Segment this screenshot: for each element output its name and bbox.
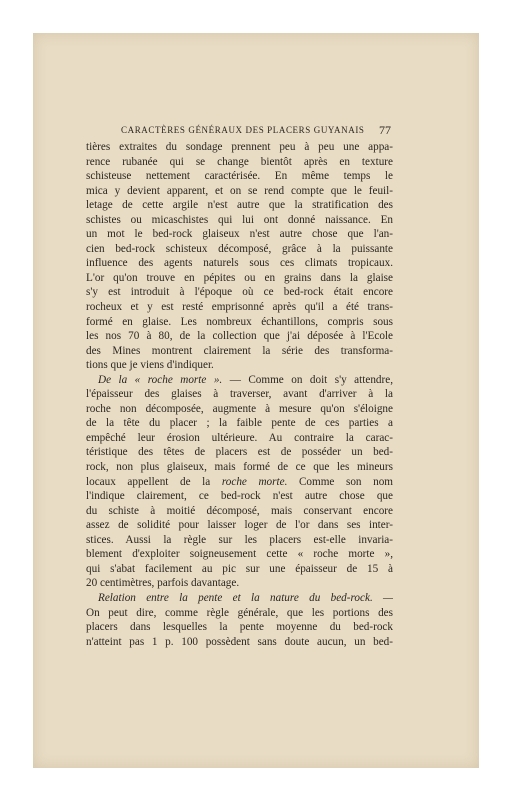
running-title: CARACTÈRES GÉNÉRAUX DES PLACERS GUYANAIS xyxy=(121,125,365,135)
text-line: du schiste à moitié décomposé, mais conservant encore xyxy=(86,504,393,517)
text-line: letage de cette argile n'est autre que la stratification des xyxy=(86,199,393,212)
text-line: rock, non plus glaiseux, mais formé de ce que les mineurs xyxy=(86,461,393,474)
text-line: qui s'abat facilement au pic sur une épaisseur de 15 à xyxy=(86,562,393,575)
text-line: l'indique clairement, ce bed-rock n'est autre chose que xyxy=(86,490,393,503)
section-heading-relation: Relation entre la pente et la nature du bed-rock. — xyxy=(98,591,393,604)
text-line: s'y est introduit à l'époque où ce bed-rock était encore xyxy=(86,286,393,299)
text-line: influence des agents naturels sous ces climats tropicaux. xyxy=(86,257,393,270)
text-line: tières extraites du sondage prennent peu à peu une appa- xyxy=(86,141,393,153)
text-line: tions que je viens d'indiquer. xyxy=(86,359,214,372)
text-line: On peut dire, comme règle générale, que les portions des xyxy=(86,606,393,619)
page-number: 77 xyxy=(379,123,391,137)
text-line: rence rubanée qui se change bientôt après en texture xyxy=(86,155,393,168)
text-line: assez de solidité pour laisser loger de l'or dans ses inter- xyxy=(86,519,393,532)
text-line: schistes ou micaschistes qui lui ont donné naissance. En xyxy=(86,213,393,226)
running-header xyxy=(33,125,479,139)
text-line: placers dans lesquelles la pente moyenne du bed-rock xyxy=(86,621,393,634)
text-line: 20 centimètres, parfois davantage. xyxy=(86,577,240,590)
text-fragment: — Comme on doit s'y attendre, xyxy=(229,373,394,386)
text-fragment: locaux appellent de la xyxy=(86,475,211,488)
text-line: cien bed-rock schisteux décomposé, grâce à la puissante xyxy=(86,242,393,255)
text-fragment: Comme son nom xyxy=(298,475,394,488)
text-line: L'or qu'on trouve en pépites ou en grains dans la glaise xyxy=(86,271,393,284)
book-page xyxy=(33,33,479,768)
text-line: des Mines montrent clairement la série des transforma- xyxy=(86,344,393,357)
term-roche-morte: roche morte. xyxy=(221,475,288,488)
text-line: rocheux et y est resté emprisonné après qu'il a été trans- xyxy=(86,301,393,314)
text-line: formé en glaise. Les nombreux échantillons, compris sous xyxy=(86,315,393,328)
text-line: l'épaisseur des glaises à traverser, avant d'arriver à la xyxy=(86,388,393,401)
section-heading-roche-morte: De la « roche morte ». xyxy=(98,373,223,386)
text-line: de la tête du placer ; la faible pente de ces parties a xyxy=(86,417,393,430)
text-line: roche non décomposée, augmente à mesure qu'on s'éloigne xyxy=(86,402,393,415)
text-line: stices. Aussi la règle sur les placers est-elle invaria- xyxy=(86,533,393,546)
text-line: téristique des têtes de placers est de posséder un bed- xyxy=(86,446,393,459)
text-line: n'atteint pas 1 p. 100 possèdent sans doute aucun, un bed- xyxy=(86,635,393,648)
paragraph-roche-morte-first-line xyxy=(86,373,393,388)
text-line: schisteuse nettement caractérisée. En même temps le xyxy=(86,170,393,183)
body-text xyxy=(86,140,393,649)
text-line: les nos 70 à 80, de la collection que j'ai déposée à l'Ecole xyxy=(86,330,393,343)
text-line: blement d'exploiter soigneusement cette « roche morte », xyxy=(86,548,393,561)
text-line: un mot le bed-rock glaiseux n'est autre chose que l'an- xyxy=(86,228,393,241)
text-line: empêché leur érosion ultérieure. Au contraire la carac- xyxy=(86,431,393,444)
text-line: mica y devient apparent, et on se rend compte que le feuil- xyxy=(86,184,393,197)
text-line-with-term xyxy=(86,475,393,490)
